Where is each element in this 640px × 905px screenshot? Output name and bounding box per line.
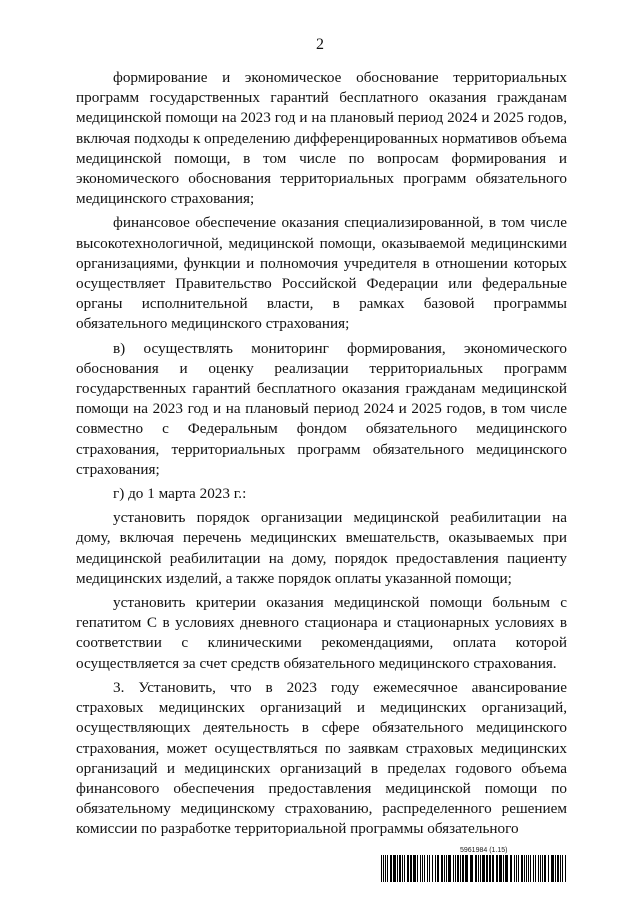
barcode-bar — [510, 855, 512, 882]
barcode-bar — [524, 855, 525, 882]
barcode-bar — [492, 855, 494, 882]
barcode-bar — [478, 855, 479, 882]
barcode-bar — [499, 855, 502, 882]
barcode-bar — [470, 855, 473, 882]
barcode-bar — [486, 855, 488, 882]
barcode-bar — [427, 855, 428, 882]
barcode-bar — [385, 855, 386, 882]
barcode-bar — [441, 855, 443, 882]
barcode-bar — [518, 855, 519, 882]
barcode-id: 5961984 (1.15) — [460, 847, 508, 854]
barcode-bar — [455, 855, 456, 882]
barcode-bar — [480, 855, 481, 882]
barcode-bar — [417, 855, 418, 882]
barcode-bar — [540, 855, 541, 882]
barcode-bar — [437, 855, 439, 882]
barcode-bar — [538, 855, 539, 882]
barcode-bar — [560, 855, 561, 882]
barcode-bar — [557, 855, 559, 882]
barcode-bar — [393, 855, 396, 882]
barcode-bar — [387, 855, 388, 882]
paragraph-financial-support: финансовое обеспечение оказания специализированной, в том числе высокотехнологичной, медицинской помощи, оказываемой медицинскими организациями, функции и полномочия учредителя в отношении которых осуществляет Правительство Российской Федерации или федеральные органы исполнительной власти, в рамках базовой программы обязательного медицинского страхования; — [76, 214, 567, 333]
barcode-bar — [383, 855, 384, 882]
barcode-bar — [503, 855, 504, 882]
barcode-bar — [562, 855, 563, 882]
barcode-bar — [448, 855, 451, 882]
barcode-bar — [399, 855, 401, 882]
barcode — [381, 855, 566, 882]
document-body — [76, 68, 567, 844]
paragraph-item-v-monitoring: в) осуществлять мониторинг формирования, экономического обоснования и оценку реализации территориальных программ государственных гарантий бесплатного оказания гражданам медицинской помощи на 2023 год и на плановый период 2024 и 2025 годов, в том числе совместно с Федеральным фондом обязательного медицинского страхования, территориальных программ обязательного медицинского страхования; — [76, 339, 567, 478]
barcode-bar — [410, 855, 412, 882]
barcode-bar — [444, 855, 445, 882]
barcode-bar — [422, 855, 423, 882]
barcode-bar — [521, 855, 523, 882]
barcode-bar — [505, 855, 508, 882]
barcode-bar — [530, 855, 531, 882]
barcode-bar — [435, 855, 436, 882]
barcode-bar — [482, 855, 485, 882]
barcode-bar — [514, 855, 515, 882]
page-number: 2 — [316, 36, 324, 53]
barcode-bar — [465, 855, 468, 882]
barcode-bar — [402, 855, 403, 882]
barcode-bar — [533, 855, 534, 882]
barcode-bar — [555, 855, 556, 882]
barcode-bar — [475, 855, 477, 882]
barcode-bar — [496, 855, 498, 882]
barcode-bar — [429, 855, 430, 882]
paragraph-item-g-deadline: г) до 1 марта 2023 г.: — [113, 485, 247, 503]
barcode-bar — [390, 855, 392, 882]
barcode-bar — [528, 855, 529, 882]
barcode-bar — [407, 855, 409, 882]
barcode-bar — [457, 855, 459, 882]
barcode-bar — [460, 855, 461, 882]
barcode-bar — [544, 855, 546, 882]
paragraph-territorial-programs: формирование и экономическое обоснование территориальных программ государственных гарантий бесплатного оказания гражданам медицинской помощи на 2023 год и на плановый период 2024 и 2025 годов, включая подходы к определению дифференцированных нормативов объема медицинской помощи, в том числе по вопросам формирования и экономического обоснования территориальных программ обязательного медицинского страхования; — [76, 69, 567, 208]
barcode-bar — [548, 855, 549, 882]
barcode-bar — [535, 855, 536, 882]
barcode-bar — [565, 855, 566, 882]
barcode-bar — [542, 855, 543, 882]
barcode-bar — [432, 855, 433, 882]
barcode-bar — [404, 855, 405, 882]
barcode-bar — [462, 855, 464, 882]
barcode-bar — [446, 855, 447, 882]
barcode-bar — [413, 855, 416, 882]
barcode-bar — [420, 855, 421, 882]
barcode-bar — [424, 855, 425, 882]
barcode-bar — [381, 855, 382, 882]
barcode-bar — [526, 855, 527, 882]
paragraph-hepatitis-criteria: установить критерии оказания медицинской помощи больным с гепатитом С в условиях дневного стационара и стационарных условиях в соответствии с клиническими рекомендациями, оплата которой осуществляется за счет средств обязательного медицинского страхования. — [76, 594, 567, 672]
paragraph-home-rehabilitation: установить порядок организации медицинской реабилитации на дому, включая перечень медицинских вмешательств, оказываемых при медицинской реабилитации на дому, порядок предоставления пациенту медицинских изделий, а также порядок оплаты указанной помощи; — [76, 509, 567, 587]
barcode-bar — [551, 855, 554, 882]
barcode-bar — [489, 855, 491, 882]
barcode-bar — [516, 855, 517, 882]
paragraph-item-3-advance-payment: 3. Установить, что в 2023 году ежемесячное авансирование страховых медицинских организаций и медицинских организаций, осуществляющих деятельность в сфере обязательного медицинского страхования, может осуществляться по заявкам страховых медицинских организаций и медицинских организаций в пределах годового объема финансового обеспечения предоставления медицинской помощи по обязательному медицинскому страхованию, распределенного решением комиссии по разработке территориальной программы обязательного — [76, 678, 567, 838]
barcode-bar — [397, 855, 398, 882]
barcode-bar — [453, 855, 454, 882]
